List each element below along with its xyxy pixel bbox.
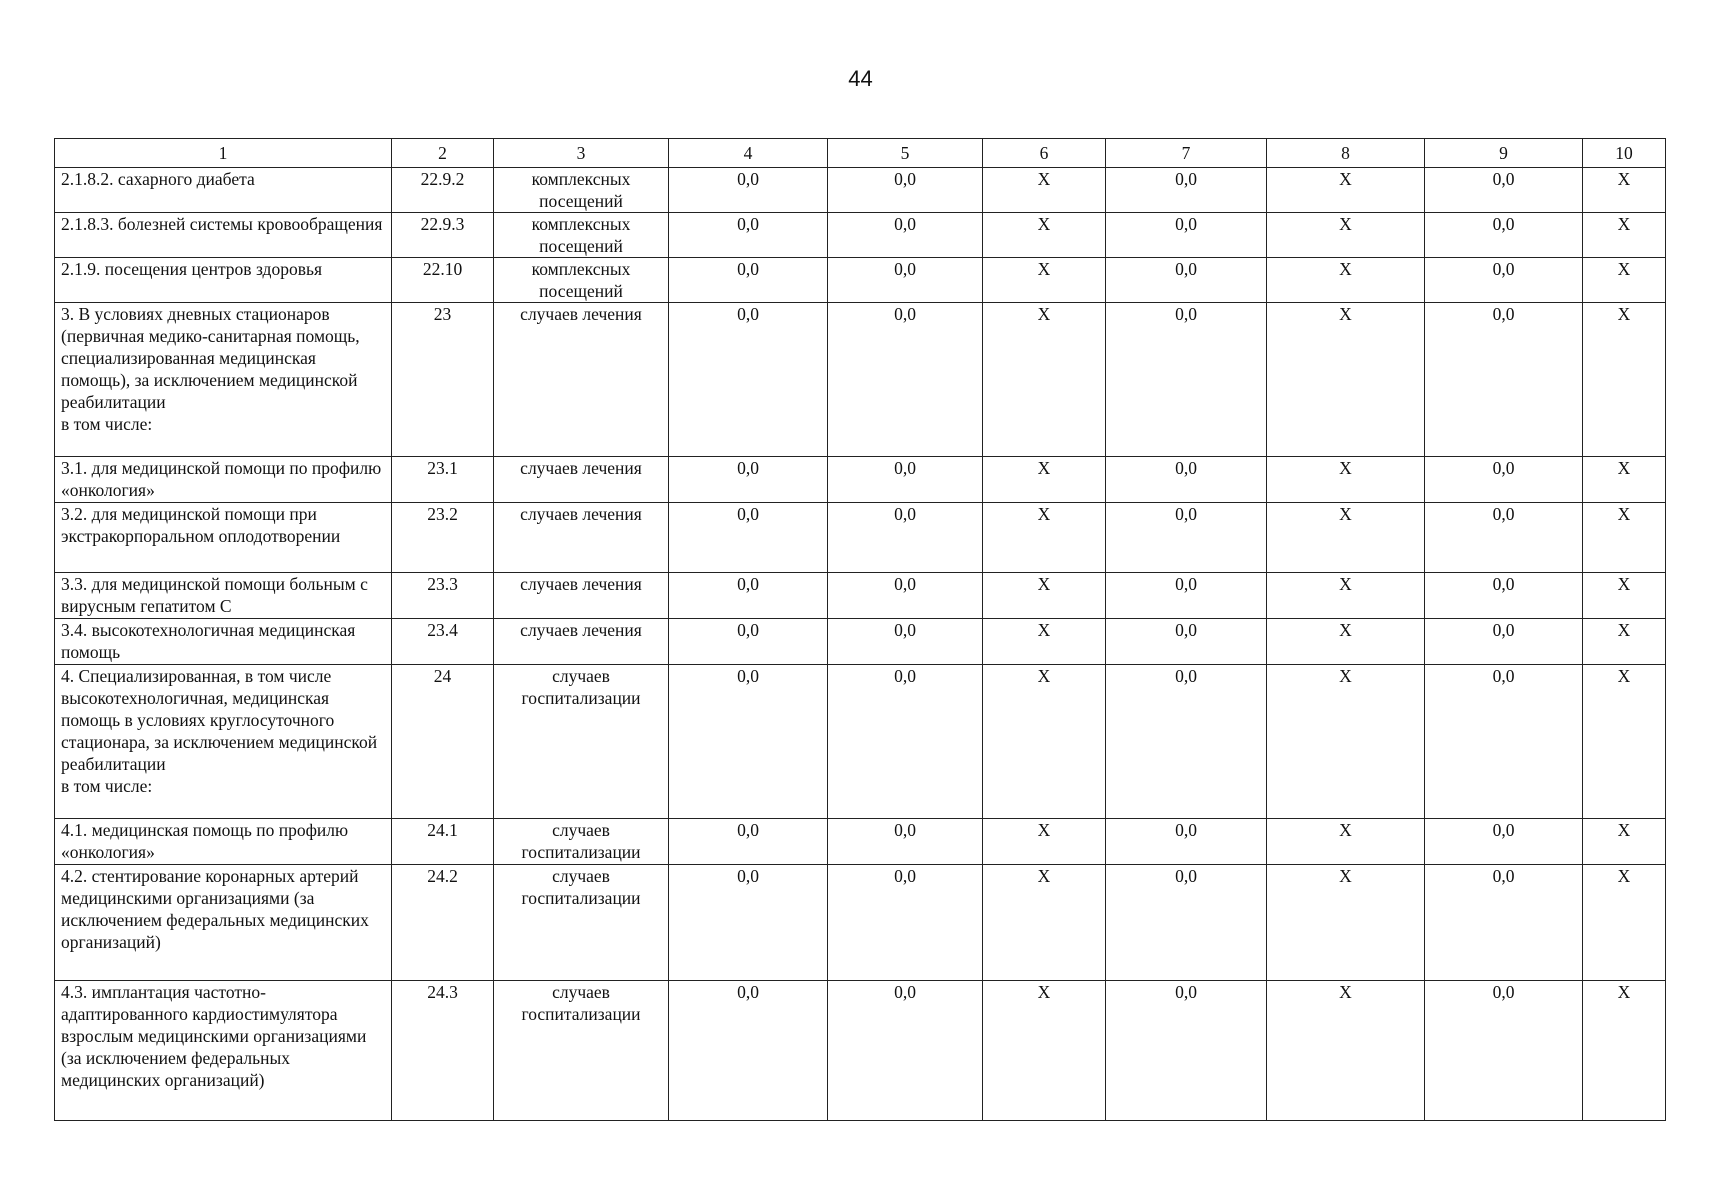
row-value-cell: X (1267, 168, 1425, 213)
header-row (55, 139, 1666, 168)
row-value-cell: 0,0 (828, 981, 983, 1121)
row-value-cell: X (1583, 457, 1666, 503)
table-row (55, 457, 1666, 503)
row-value-cell: 0,0 (828, 457, 983, 503)
row-name-cell: 3.1. для медицинской помощи по профилю «онкология» (55, 457, 392, 503)
row-unit-cell: случаев лечения (494, 303, 669, 457)
row-value-cell: X (983, 303, 1106, 457)
column-header: 8 (1267, 139, 1425, 168)
row-name-cell: 3.2. для медицинской помощи при экстракорпоральном оплодотворении (55, 503, 392, 573)
row-name-cell: 2.1.9. посещения центров здоровья (55, 258, 392, 303)
row-value-cell: X (1583, 819, 1666, 865)
row-value-cell: 0,0 (669, 981, 828, 1121)
row-name-cell: 3.3. для медицинской помощи больным с вирусным гепатитом С (55, 573, 392, 619)
row-value-cell: X (1583, 865, 1666, 981)
row-value-cell: X (1583, 981, 1666, 1121)
row-value-cell: 0,0 (1106, 619, 1267, 665)
row-value-cell: 0,0 (828, 303, 983, 457)
row-value-cell: 0,0 (828, 819, 983, 865)
row-unit-cell: случаев лечения (494, 619, 669, 665)
table-row (55, 819, 1666, 865)
row-value-cell: 0,0 (1425, 865, 1583, 981)
row-code-cell: 23.4 (392, 619, 494, 665)
row-value-cell: 0,0 (1425, 457, 1583, 503)
row-value-cell: 0,0 (669, 168, 828, 213)
row-value-cell: X (1267, 213, 1425, 258)
row-unit-cell: случаев госпитализации (494, 981, 669, 1121)
row-unit-cell: комплексных посещений (494, 258, 669, 303)
row-code-cell: 23 (392, 303, 494, 457)
row-value-cell: 0,0 (1106, 865, 1267, 981)
row-name-cell: 4.1. медицинская помощь по профилю «онкология» (55, 819, 392, 865)
row-value-cell: 0,0 (669, 619, 828, 665)
row-value-cell: 0,0 (1106, 573, 1267, 619)
row-code-cell: 23.1 (392, 457, 494, 503)
row-value-cell: X (1583, 213, 1666, 258)
row-value-cell: X (1583, 303, 1666, 457)
row-name-cell: 2.1.8.3. болезней системы кровообращения (55, 213, 392, 258)
row-name-cell: 4. Специализированная, в том числе высокотехнологичная, медицинская помощь в условиях круглосуточного стационара, за исключением медицинской реабилитации в том числе: (55, 665, 392, 819)
row-value-cell: 0,0 (1425, 258, 1583, 303)
table-row (55, 665, 1666, 819)
row-value-cell: 0,0 (669, 865, 828, 981)
row-value-cell: X (983, 457, 1106, 503)
row-code-cell: 22.10 (392, 258, 494, 303)
table-row (55, 619, 1666, 665)
row-unit-cell: случаев госпитализации (494, 819, 669, 865)
table-body (55, 168, 1666, 1121)
row-value-cell: 0,0 (828, 865, 983, 981)
page-number: 44 (848, 66, 873, 91)
row-value-cell: X (1267, 503, 1425, 573)
row-value-cell: X (983, 865, 1106, 981)
row-unit-cell: комплексных посещений (494, 213, 669, 258)
row-code-cell: 24 (392, 665, 494, 819)
row-value-cell: X (1267, 865, 1425, 981)
column-header: 7 (1106, 139, 1267, 168)
row-value-cell: 0,0 (828, 213, 983, 258)
row-value-cell: 0,0 (1425, 213, 1583, 258)
table-row (55, 865, 1666, 981)
row-value-cell: 0,0 (1425, 573, 1583, 619)
column-header: 2 (392, 139, 494, 168)
row-value-cell: X (1267, 665, 1425, 819)
row-value-cell: 0,0 (828, 168, 983, 213)
row-unit-cell: случаев лечения (494, 457, 669, 503)
row-value-cell: X (1267, 619, 1425, 665)
row-value-cell: X (983, 981, 1106, 1121)
row-value-cell: 0,0 (669, 503, 828, 573)
row-value-cell: X (1267, 981, 1425, 1121)
row-value-cell: X (1583, 619, 1666, 665)
row-value-cell: X (983, 258, 1106, 303)
row-unit-cell: случаев лечения (494, 503, 669, 573)
row-value-cell: 0,0 (1106, 213, 1267, 258)
row-value-cell: 0,0 (1106, 457, 1267, 503)
row-unit-cell: случаев госпитализации (494, 865, 669, 981)
table-row (55, 303, 1666, 457)
row-value-cell: X (1583, 503, 1666, 573)
table-row (55, 503, 1666, 573)
row-unit-cell: комплексных посещений (494, 168, 669, 213)
data-table (54, 138, 1666, 1121)
column-header: 4 (669, 139, 828, 168)
row-value-cell: X (983, 819, 1106, 865)
row-value-cell: 0,0 (1106, 303, 1267, 457)
row-value-cell: 0,0 (828, 573, 983, 619)
row-name-cell: 2.1.8.2. сахарного диабета (55, 168, 392, 213)
row-value-cell: 0,0 (828, 619, 983, 665)
row-value-cell: 0,0 (1425, 619, 1583, 665)
row-value-cell: 0,0 (669, 213, 828, 258)
row-value-cell: 0,0 (1425, 819, 1583, 865)
table-row (55, 213, 1666, 258)
row-name-cell: 3.4. высокотехнологичная медицинская помощь (55, 619, 392, 665)
column-header: 10 (1583, 139, 1666, 168)
row-value-cell: 0,0 (669, 819, 828, 865)
row-value-cell: 0,0 (669, 303, 828, 457)
row-code-cell: 22.9.3 (392, 213, 494, 258)
table-row (55, 258, 1666, 303)
row-value-cell: X (983, 168, 1106, 213)
column-header: 5 (828, 139, 983, 168)
row-value-cell: 0,0 (1425, 303, 1583, 457)
row-value-cell: 0,0 (1425, 665, 1583, 819)
table-row (55, 168, 1666, 213)
row-value-cell: 0,0 (669, 665, 828, 819)
column-header: 6 (983, 139, 1106, 168)
row-name-cell: 4.2. стентирование коронарных артерий медицинскими организациями (за исключением федеральных медицинских организаций) (55, 865, 392, 981)
row-code-cell: 22.9.2 (392, 168, 494, 213)
row-value-cell: X (983, 665, 1106, 819)
row-name-cell: 3. В условиях дневных стационаров (первичная медико-санитарная помощь, специализированная медицинская помощь), за исключением медицинской реабилитации в том числе: (55, 303, 392, 457)
row-value-cell: X (1583, 258, 1666, 303)
row-value-cell: 0,0 (1106, 258, 1267, 303)
row-value-cell: 0,0 (1106, 819, 1267, 865)
row-value-cell: 0,0 (828, 258, 983, 303)
row-value-cell: X (983, 619, 1106, 665)
table-row (55, 981, 1666, 1121)
row-value-cell: 0,0 (1425, 503, 1583, 573)
row-value-cell: X (983, 503, 1106, 573)
row-value-cell: X (1583, 573, 1666, 619)
row-value-cell: X (1267, 457, 1425, 503)
row-value-cell: X (1267, 819, 1425, 865)
row-value-cell: X (1267, 573, 1425, 619)
row-unit-cell: случаев госпитализации (494, 665, 669, 819)
row-value-cell: 0,0 (669, 457, 828, 503)
row-value-cell: 0,0 (1106, 981, 1267, 1121)
row-code-cell: 24.1 (392, 819, 494, 865)
row-code-cell: 24.2 (392, 865, 494, 981)
row-code-cell: 24.3 (392, 981, 494, 1121)
row-unit-cell: случаев лечения (494, 573, 669, 619)
row-value-cell: 0,0 (828, 503, 983, 573)
row-value-cell: X (1267, 303, 1425, 457)
row-value-cell: 0,0 (1106, 168, 1267, 213)
row-code-cell: 23.3 (392, 573, 494, 619)
row-value-cell: X (983, 213, 1106, 258)
row-value-cell: 0,0 (828, 665, 983, 819)
row-value-cell: 0,0 (669, 258, 828, 303)
column-header: 9 (1425, 139, 1583, 168)
row-value-cell: 0,0 (1425, 981, 1583, 1121)
row-value-cell: 0,0 (1106, 503, 1267, 573)
row-name-cell: 4.3. имплантация частотно-адаптированного кардиостимулятора взрослым медицинскими организациями (за исключением федеральных медицинских организаций) (55, 981, 392, 1121)
row-value-cell: X (983, 573, 1106, 619)
row-value-cell: 0,0 (1106, 665, 1267, 819)
row-value-cell: X (1583, 168, 1666, 213)
row-code-cell: 23.2 (392, 503, 494, 573)
row-value-cell: X (1267, 258, 1425, 303)
row-value-cell: 0,0 (1425, 168, 1583, 213)
row-value-cell: 0,0 (669, 573, 828, 619)
row-value-cell: X (1583, 665, 1666, 819)
column-header: 1 (55, 139, 392, 168)
table-row (55, 573, 1666, 619)
column-header: 3 (494, 139, 669, 168)
